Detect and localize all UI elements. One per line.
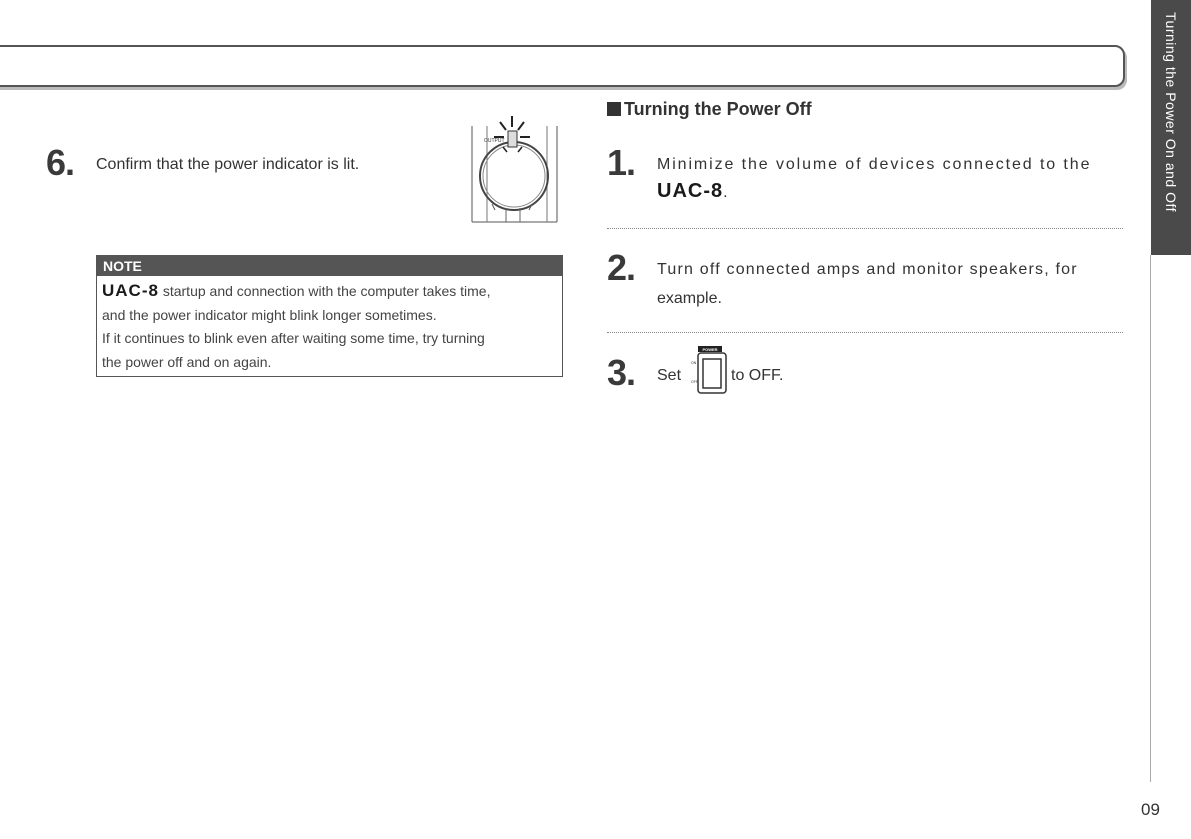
step-1-number: 1. <box>607 142 636 183</box>
step-1-text: Minimize the volume of devices connected to the <box>657 156 1092 173</box>
section-title-text: Turning the Power Off <box>624 99 812 119</box>
step-3-set-text: Set <box>657 367 682 384</box>
step-1-brand-line <box>657 180 728 203</box>
power-switch-icon <box>689 345 729 395</box>
note-heading: NOTE <box>97 256 562 276</box>
section-title <box>607 99 812 120</box>
header-bar <box>0 45 1125 87</box>
step-1-period: . <box>723 184 728 201</box>
separator-2 <box>607 332 1123 333</box>
side-tab-label: Turning the Power On and Off <box>1163 12 1179 212</box>
power-switch-on-label: ON <box>691 361 697 365</box>
output-label: OUTPUT <box>484 138 505 144</box>
step-3-off-text: to OFF. <box>731 367 784 384</box>
step-2-line-2: example. <box>657 290 722 307</box>
side-divider <box>1150 255 1151 782</box>
note-line-4: the power off and on again. <box>102 353 272 370</box>
separator-1 <box>607 228 1123 229</box>
section-side-tab[interactable] <box>1151 0 1191 255</box>
note-line-3: If it continues to blink even after waiting some time, try turning <box>102 330 485 346</box>
step-6-text: Confirm that the power indicator is lit. <box>96 156 360 173</box>
step-6-number: 6. <box>46 142 75 183</box>
step-1-brand-logo: UAC-8 <box>657 180 724 202</box>
step-2-line-1: Turn off connected amps and monitor speakers, for <box>657 261 1078 278</box>
power-switch-off-label: OFF <box>691 380 698 384</box>
step-2-number: 2. <box>607 247 636 288</box>
section-bullet-icon <box>607 102 621 116</box>
note-box <box>96 255 563 377</box>
page-number: 09 <box>1141 800 1160 819</box>
note-line-2: and the power indicator might blink longer sometimes. <box>102 306 437 323</box>
note-line-1: startup and connection with the computer takes time, <box>162 283 491 299</box>
note-body <box>97 276 562 374</box>
step-3-number: 3. <box>607 352 636 393</box>
note-brand-logo: UAC-8 <box>102 281 159 300</box>
power-switch-top-label: POWER <box>702 347 718 352</box>
power-indicator-illustration <box>470 112 562 224</box>
